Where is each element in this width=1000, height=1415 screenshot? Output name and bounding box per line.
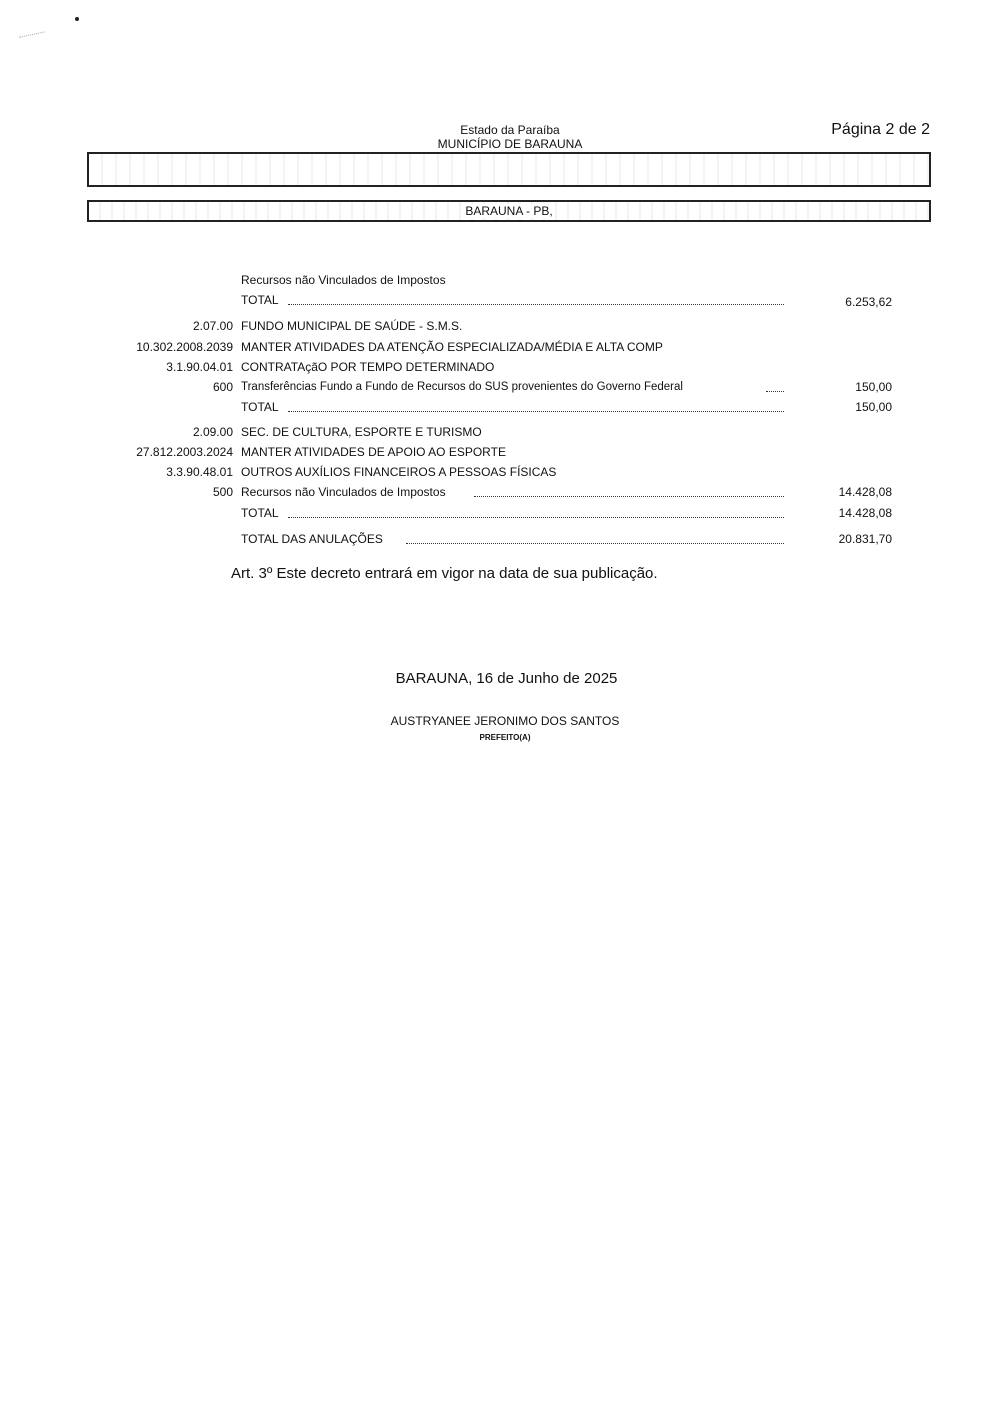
ledger-row <box>0 424 1000 440</box>
row-value: 6.253,62 <box>845 295 892 309</box>
ledger-row <box>0 505 1000 521</box>
row-description: TOTAL <box>241 293 279 307</box>
row-description: Recursos não Vinculados de Impostos <box>241 485 446 499</box>
location-box <box>87 200 931 222</box>
location-label: BARAUNA - PB, <box>465 204 553 218</box>
row-description: Transferências Fundo a Fundo de Recursos do SUS provenientes do Governo Federal <box>241 381 683 393</box>
row-description: FUNDO MUNICIPAL DE SAÚDE - S.M.S. <box>241 319 463 333</box>
ledger-row <box>0 359 1000 375</box>
scan-artifact <box>19 31 47 47</box>
municipality-name: MUNICÍPIO DE BARAUNA <box>437 137 583 151</box>
row-value: 20.831,70 <box>838 532 892 546</box>
row-description: CONTRATAçãO POR TEMPO DETERMINADO <box>241 360 495 374</box>
row-description: Recursos não Vinculados de Impostos <box>241 273 446 287</box>
row-value: 150,00 <box>855 400 892 414</box>
city-date: BARAUNA, 16 de Junho de 2025 <box>395 670 618 687</box>
ledger-row <box>0 464 1000 480</box>
row-description: TOTAL <box>241 506 279 520</box>
row-value: 150,00 <box>855 380 892 394</box>
state-name: Estado da Paraíba <box>460 123 560 137</box>
row-code: 2.09.00 <box>192 425 233 439</box>
row-code: 2.07.00 <box>192 319 233 333</box>
row-value: 14.428,08 <box>838 485 892 499</box>
row-description: SEC. DE CULTURA, ESPORTE E TURISMO <box>241 425 482 439</box>
ledger-row <box>0 531 1000 547</box>
row-description: TOTAL <box>241 400 279 414</box>
ledger-row <box>0 379 1000 395</box>
ledger-row <box>0 272 1000 288</box>
signer-name: AUSTRYANEE JERONIMO DOS SANTOS <box>390 714 620 728</box>
page-indicator: Página 2 de 2 <box>831 121 930 138</box>
row-code: 500 <box>212 485 233 499</box>
ledger-row <box>0 399 1000 415</box>
article-text: Art. 3º Este decreto entrará em vigor na data de sua publicação. <box>231 565 658 582</box>
row-code: 10.302.2008.2039 <box>136 340 233 354</box>
row-code: 3.1.90.04.01 <box>166 360 233 374</box>
row-description: MANTER ATIVIDADES DE APOIO AO ESPORTE <box>241 445 506 459</box>
dot-leader <box>406 543 784 544</box>
row-code: 600 <box>212 380 233 394</box>
row-code: 3.3.90.48.01 <box>166 465 233 479</box>
ledger-row <box>0 318 1000 334</box>
dot-leader <box>288 304 784 305</box>
row-description: MANTER ATIVIDADES DA ATENÇÃO ESPECIALIZADA/MÉDIA E ALTA COMP <box>241 340 663 354</box>
ledger-row <box>0 444 1000 460</box>
row-description: TOTAL DAS ANULAÇÕES <box>241 532 383 546</box>
signer-role: PREFEITO(A) <box>479 733 531 742</box>
dot-leader <box>288 411 784 412</box>
scan-dot-mark <box>75 17 79 21</box>
row-description: OUTROS AUXÍLIOS FINANCEIROS A PESSOAS FÍSICAS <box>241 465 557 479</box>
header-blank-box <box>87 152 931 187</box>
row-value: 14.428,08 <box>838 506 892 520</box>
ledger-row <box>0 292 1000 308</box>
ledger-row <box>0 484 1000 500</box>
row-code: 27.812.2003.2024 <box>136 445 233 459</box>
dot-leader <box>766 391 784 392</box>
dot-leader <box>474 496 784 497</box>
dot-leader <box>288 517 784 518</box>
ledger-row <box>0 339 1000 355</box>
